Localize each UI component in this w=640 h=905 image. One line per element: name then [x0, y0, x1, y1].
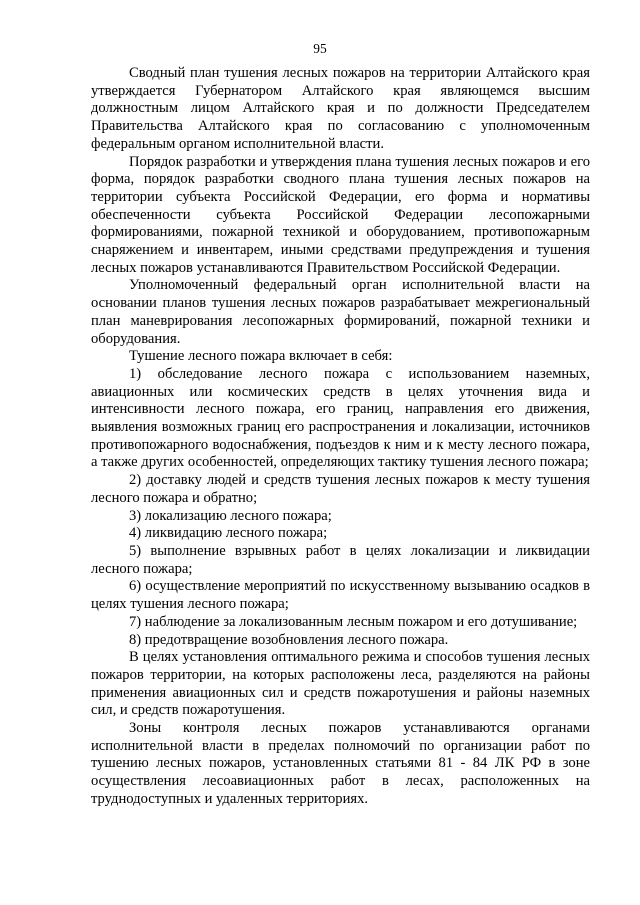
list-item-6: 6) осуществление мероприятий по искусственному вызыванию осадков в целях тушения лесного пожара; — [91, 578, 590, 613]
list-item-7: 7) наблюдение за локализованным лесным пожаром и его дотушивание; — [129, 613, 578, 630]
paragraph-summary-plan-approval: Сводный план тушения лесных пожаров на территории Алтайского края утверждается Губернатором Алтайского края являющемся высшим должностным лицом Алтайского края и по должности Председателем Правительства Алтайского края по согласованию с уполномоченным федеральным органом исполнительной власти. — [91, 65, 590, 152]
list-item-4: 4) ликвидацию лесного пожара; — [129, 525, 328, 542]
list-item-2: 2) доставку людей и средств тушения лесных пожаров к месту тушения лесного пожара и обратно; — [91, 472, 590, 506]
paragraph-plan-procedure: Порядок разработки и утверждения плана тушения лесных пожаров и его форма, порядок разработки сводного плана тушения лесных пожаров на территории субъекта Российской Федерации, его форма и нормативы обеспеченности субъекта Российской Федерации лесопожарными формированиями, пожарной техникой и оборудованием, противопожарным снаряжением и инвентарем, иными средствами предупреждения и тушения лесных пожаров устанавливаются Правительством Российской Федерации. — [91, 153, 590, 276]
list-item-3: 3) локализацию лесного пожара; — [129, 507, 332, 524]
page-number: 95 — [313, 41, 327, 56]
list-item-8: 8) предотвращение возобновления лесного пожара. — [129, 631, 449, 648]
list-item-5: 5) выполнение взрывных работ в целях локализации и ликвидации лесного пожара; — [91, 542, 590, 577]
document-body — [91, 65, 590, 809]
paragraph-fire-control-zones: Зоны контроля лесных пожаров устанавливаются органами исполнительной власти в пределах полномочий по организации работ по тушению лесных пожаров, установленных статьями 81 - 84 ЛК РФ в зоне осуществления лесоавиационных работ в лесах, расположенных на труднодоступных и удаленных территориях. — [91, 720, 590, 807]
paragraph-interregional-plan: Уполномоченный федеральный орган исполнительной власти на основании планов тушения лесных пожаров разрабатывает межрегиональный план маневрирования лесопожарных формирований, пожарной техники и оборудования. — [91, 277, 590, 347]
list-item-1: 1) обследование лесного пожара с использованием наземных, авиационных или космических средств в целях уточнения вида и интенсивности лесного пожара, его границ, направления его движения, выявления возможных границ его распространения и локализации, источников противопожарного водоснабжения, подъездов к ним и к месту лесного пожара, а также других особенностей, определяющих тактику тушения лесного пожара; — [91, 365, 590, 471]
paragraph-firefighting-includes: Тушение лесного пожара включает в себя: — [129, 348, 393, 365]
paragraph-fire-regime-areas: В целях установления оптимального режима и способов тушения лесных пожаров территории, на которых расположены леса, разделяются на районы применения авиационных сил и средств пожаротушения и районы наземных сил, и средств пожаротушения. — [91, 649, 590, 719]
